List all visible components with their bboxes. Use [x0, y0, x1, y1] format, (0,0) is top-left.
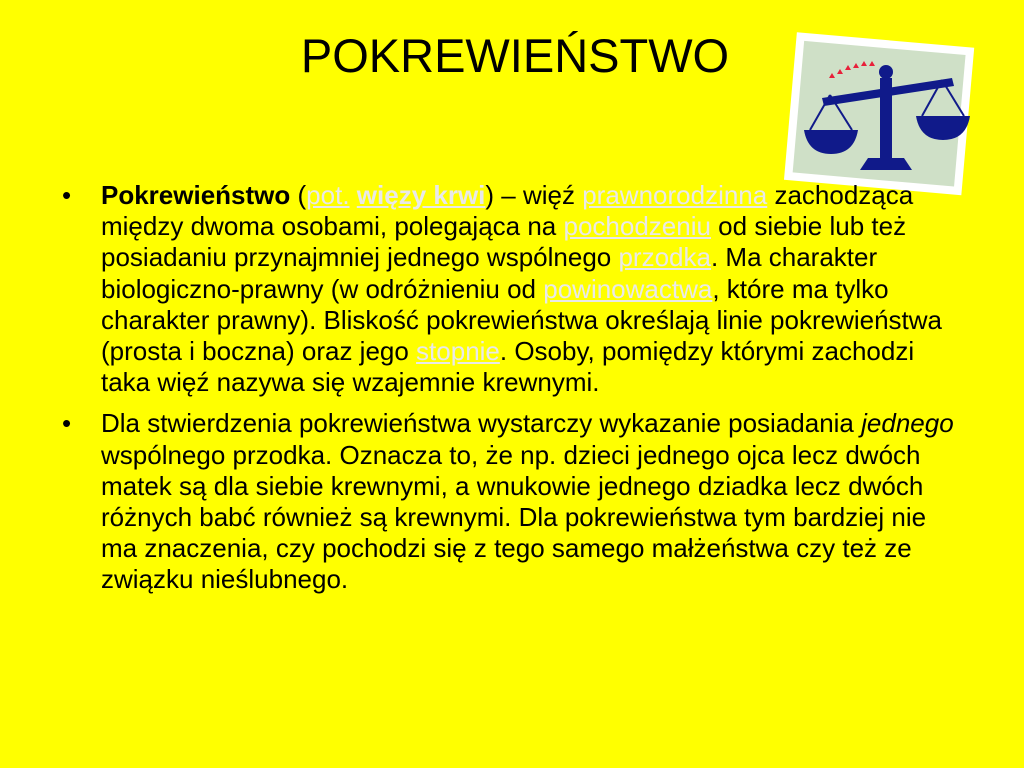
text-run: Dla stwierdzenia pokrewieństwa wystarczy wykazanie posiadania — [101, 408, 862, 439]
text-run: , które ma tylko charakter prawny). Bliskość pokrewieństwa określają linie pokrewieństwa (prosta i boczna) oraz jego — [101, 273, 943, 367]
text-run: . Osoby, pomiędzy którymi zachodzi taka więź nazywa się wzajemnie krewnymi. — [101, 336, 915, 398]
bullet-point: • — [62, 180, 72, 210]
link-przodka[interactable]: przodka — [618, 242, 711, 273]
link-prawnorodzinna[interactable]: prawnorodzinna — [582, 180, 768, 210]
text-run: wspólnego przodka. Oznacza to, że np. dzieci jednego ojca lecz dwóch matek są dla siebie krewnymi, a wnukowie jednego dziadka lecz dwóch różnych babć również są krewnymi. Dla pokrewieństwa tym bardziej nie ma znaczenia, czy pochodzi się z tego samego małżeństwa czy też ze związku nieślubnego. — [101, 439, 927, 595]
slide-title: POKREWIEŃSTWO — [300, 29, 730, 82]
emphasis-text: jednego — [861, 408, 954, 439]
text-run: ) – więź — [485, 180, 583, 210]
bullet-item-common-ancestor — [56, 408, 956, 595]
bullet-item-definition — [56, 180, 956, 398]
text-run: od siebie lub też posiadaniu przynajmniej jednego wspólnego — [101, 211, 907, 273]
text-run: ( — [290, 180, 307, 210]
link-pot[interactable]: pot. — [306, 180, 350, 210]
link-stopnie[interactable]: stopnie — [416, 336, 500, 367]
link-pochodzeniu[interactable]: pochodzeniu — [563, 211, 711, 242]
link-wiezy-krwi[interactable]: więzy krwi — [356, 180, 486, 210]
bullet-point: • — [62, 408, 72, 439]
text-run: zachodząca między dwoma osobami, polegająca na — [101, 180, 914, 242]
text-run: . Ma charakter biologiczno-prawny (w odróżnieniu od — [101, 242, 878, 304]
scales-of-justice-icon — [782, 30, 982, 200]
slide-body — [56, 180, 956, 606]
term-bold: Pokrewieństwo — [101, 180, 291, 210]
text-run — [350, 180, 357, 210]
link-powinowactwa[interactable]: powinowactwa — [543, 273, 713, 304]
